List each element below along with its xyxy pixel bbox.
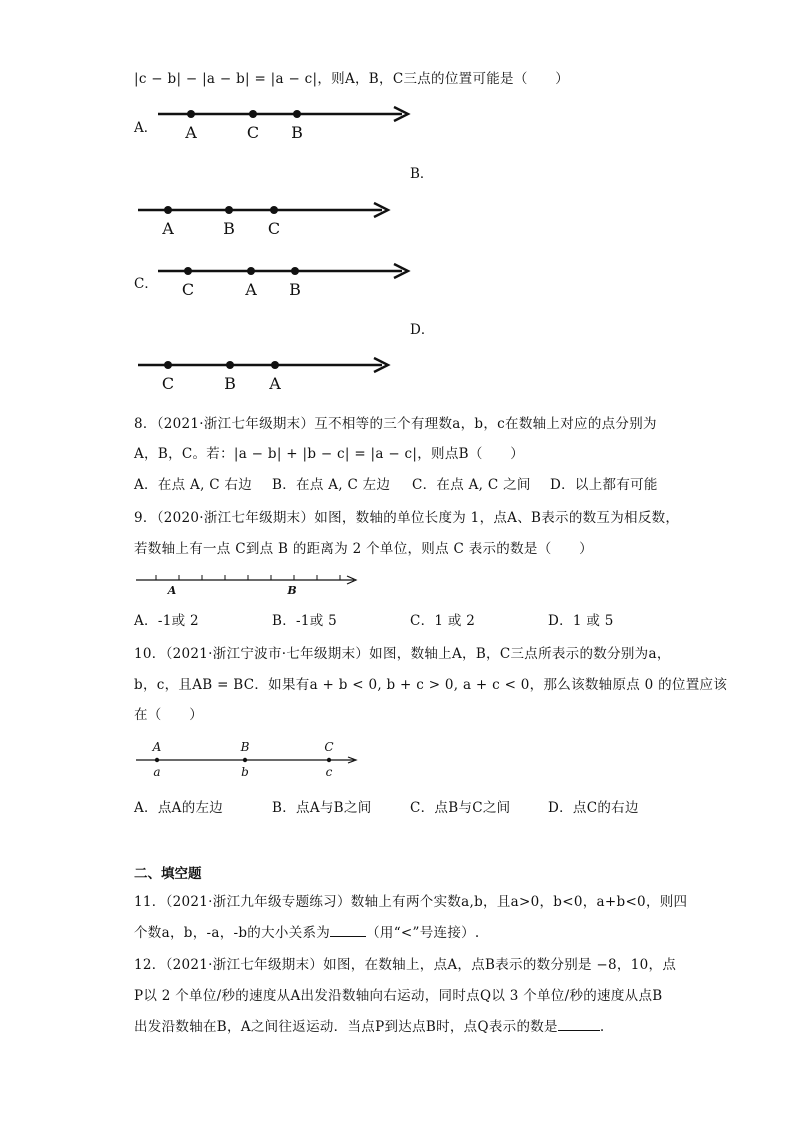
- q9-number-line: [134, 570, 364, 600]
- q7-option-d-number-line: [130, 351, 400, 396]
- q7-option-b-label: B．: [410, 166, 434, 182]
- point-label: C: [267, 219, 281, 238]
- point-label: A: [152, 740, 162, 754]
- q10-option-b: B．点A与B之间: [272, 800, 372, 816]
- axis-label-b: B: [287, 584, 297, 597]
- q8-line-1: 8．（2021·浙江七年级期末）互不相等的三个有理数a，b，c在数轴上对应的点分别为: [134, 416, 657, 432]
- value-label: c: [325, 765, 333, 779]
- q11-text-after-blank: （用“<”号连接）.: [366, 925, 480, 941]
- point-label: C: [246, 123, 260, 142]
- axis-label-a: A: [167, 584, 177, 597]
- q7-option-b-number-line: [130, 196, 400, 241]
- q9-option-c: C．1 或 2: [410, 613, 476, 629]
- q7-option-c-label: C．: [134, 276, 158, 292]
- answer-blank[interactable]: [330, 936, 366, 937]
- q12-text-before-blank: 出发沿数轴在B，A之间往返运动．当点P到达点B时，点Q表示的数是: [134, 1019, 558, 1035]
- q7-stem: |c − b| − |a − b| = |a − c|，则A，B，C三点的位置可能是（ ）: [134, 71, 570, 87]
- q8-option-d: D．以上都有可能: [550, 477, 658, 493]
- point-label: C: [181, 280, 195, 299]
- q10-option-d: D．点C的右边: [548, 800, 639, 816]
- q10-option-a: A．点A的左边: [134, 800, 224, 816]
- q12-line-3: [134, 1015, 604, 1035]
- point-label: A: [162, 219, 174, 238]
- q12-text-after-blank: .: [599, 1019, 605, 1035]
- q11-text-before-blank: 个数a，b，-a，-b的大小关系为: [134, 925, 331, 941]
- q11-line-1: 11．（2021·浙江九年级专题练习）数轴上有两个实数a,b，且a>0，b<0，a+b<0，则四: [134, 894, 688, 910]
- q9-option-d: D．1 或 5: [548, 613, 614, 629]
- q10-line-2: b，c，且AB = BC．如果有a + b < 0, b + c > 0, a + c < 0，那么该数轴原点 0 的位置应该: [134, 677, 728, 693]
- q9-option-b: B．-1或 5: [272, 613, 338, 629]
- q12-line-1: 12．（2021·浙江七年级期末）如图，在数轴上，点A，点B表示的数分别是 −8，10，点: [134, 957, 677, 973]
- point-label: B: [223, 219, 235, 238]
- q10-line-3: 在（ ）: [134, 707, 203, 723]
- q8-line-2: A，B，C。若：|a − b| + |b − c| = |a − c|，则点B（ ）: [134, 446, 525, 462]
- q7-option-a-number-line: [150, 100, 420, 145]
- q9-line-1: 9．（2020·浙江七年级期末）如图，数轴的单位长度为 1，点A、B表示的数互为相反数，: [134, 510, 680, 526]
- point-label: A: [245, 280, 257, 299]
- q10-option-c: C．点B与C之间: [410, 800, 511, 816]
- q12-line-2: P以 2 个单位/秒的速度从A出发沿数轴向右运动，同时点Q以 3 个单位/秒的速度从点B: [134, 988, 663, 1004]
- point-label: B: [240, 740, 250, 754]
- point-label: C: [161, 374, 175, 393]
- q9-line-2: 若数轴上有一点 C到点 B 的距离为 2 个单位，则点 C 表示的数是（ ）: [134, 541, 593, 557]
- q8-option-c: C．在点 A, C 之间: [412, 477, 531, 493]
- q11-line-2: [134, 921, 480, 941]
- point-label: B: [224, 374, 236, 393]
- point-label: A: [269, 374, 281, 393]
- q9-option-a: A．-1或 2: [134, 613, 199, 629]
- q8-option-b: B．在点 A, C 左边: [272, 477, 391, 493]
- q8-option-a: A．在点 A, C 右边: [134, 477, 253, 493]
- q10-number-line: [134, 738, 366, 780]
- point-label: A: [185, 123, 197, 142]
- q10-line-1: 10．（2021·浙江宁波市·七年级期末）如图，数轴上A，B，C三点所表示的数分别为a，: [134, 646, 671, 662]
- point-label: C: [324, 740, 334, 754]
- point-label: B: [289, 280, 301, 299]
- q7-option-a-label: A．: [134, 120, 158, 136]
- answer-blank[interactable]: [558, 1030, 600, 1031]
- value-label: b: [241, 765, 249, 779]
- point-label: B: [291, 123, 303, 142]
- q7-option-d-label: D．: [410, 322, 435, 338]
- q7-option-c-number-line: [150, 257, 420, 302]
- section-title: 二、填空题: [134, 866, 202, 882]
- value-label: a: [153, 765, 161, 779]
